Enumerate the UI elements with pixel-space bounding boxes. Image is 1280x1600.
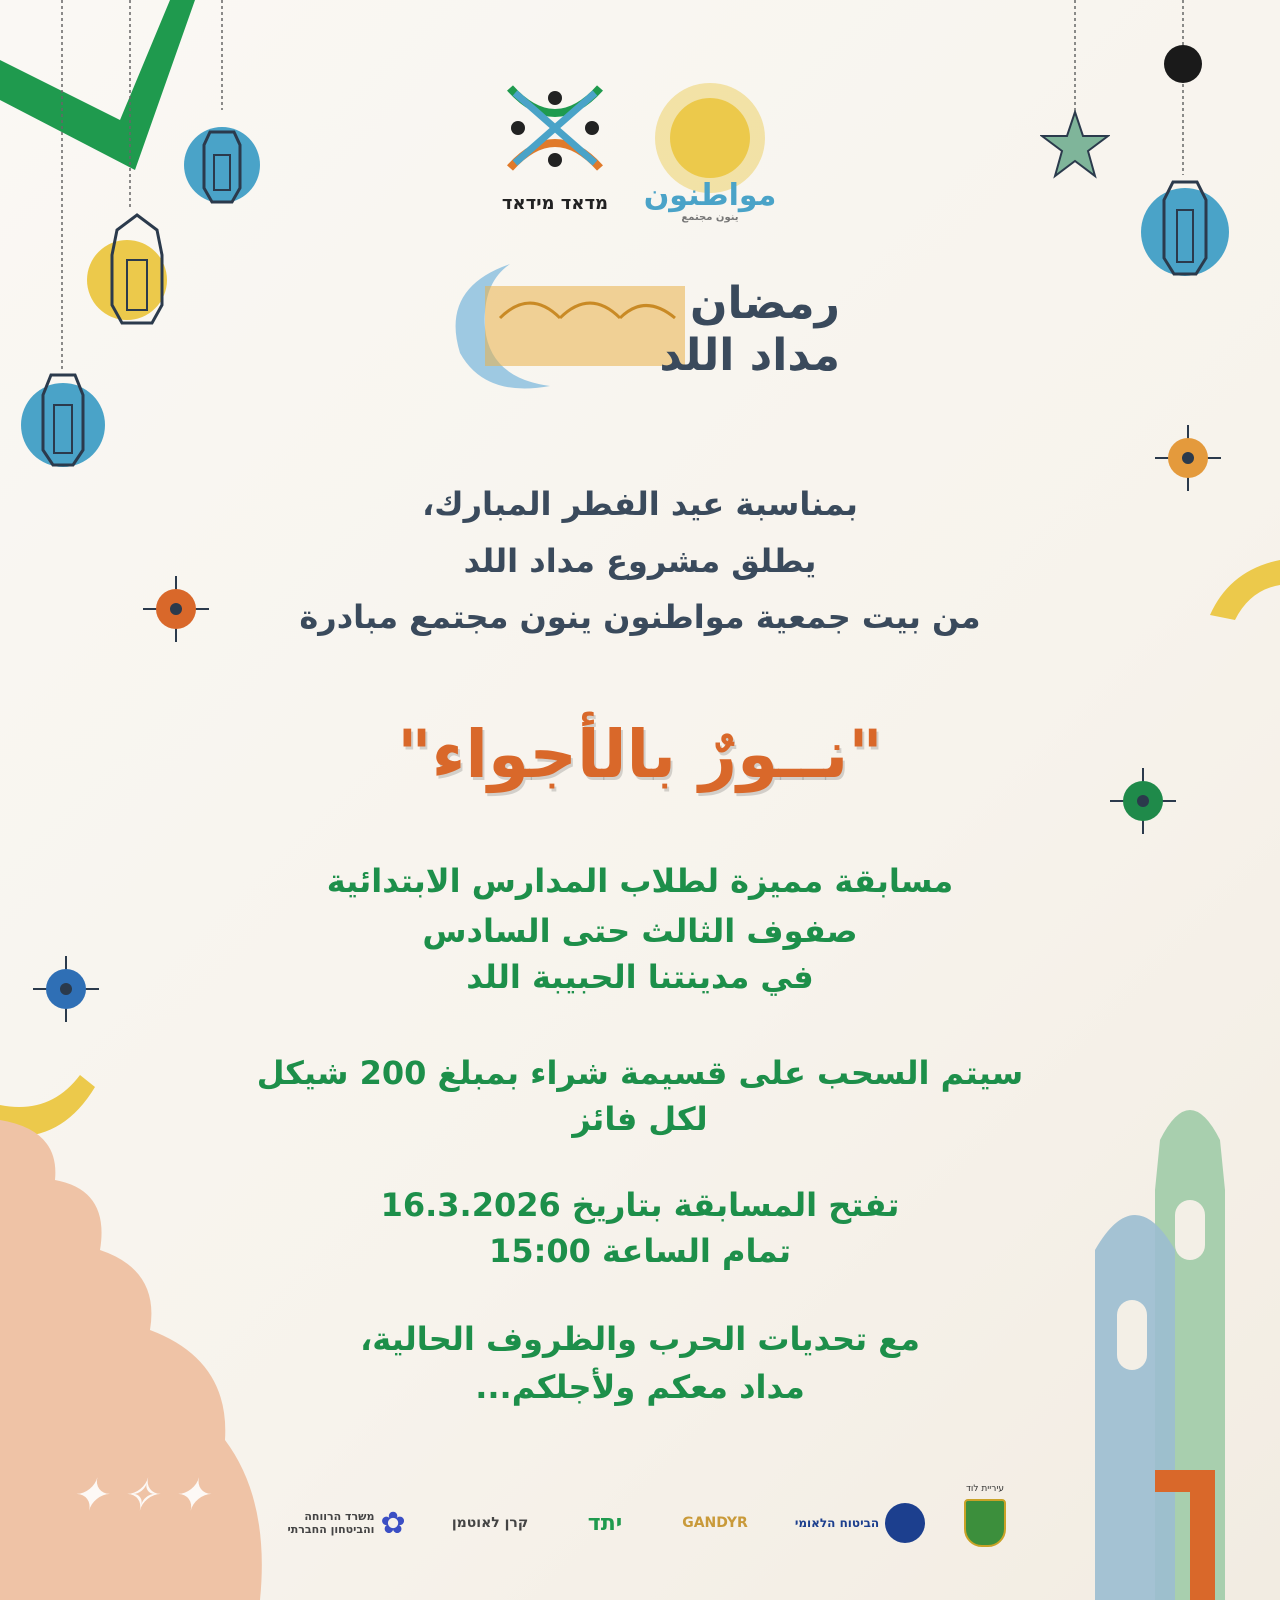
national-insurance-logo-icon <box>885 1503 925 1543</box>
mowatenon-logo-text: مواطنون <box>643 178 777 213</box>
lantern-icon <box>180 110 264 210</box>
event-title: "نــورٌ بالأجواء" <box>397 716 883 793</box>
mowatenon-logo-subtext: ينون مجتمع <box>681 212 739 223</box>
sponsor-gandyr: GANDYR <box>682 1515 748 1531</box>
sponsor-lautman-fund: קרן לאוטמן <box>451 1515 529 1531</box>
prize-line-2: لكل فائز <box>572 1100 708 1138</box>
header-madad-lod: مداد اللد <box>659 330 840 381</box>
intro-line-2: يطلق مشروع مداد اللد <box>463 542 817 580</box>
date-line-2: تمام الساعة 15:00 <box>489 1232 791 1270</box>
lod-municipality-label: עיריית לוד <box>965 1484 1004 1494</box>
madad-logo-text: מדאד מידאד <box>501 193 609 214</box>
competition-line-2: صفوف الثالث حتى السادس <box>422 912 858 950</box>
sponsor-lod-municipality <box>955 1495 1015 1551</box>
hanging-strings <box>0 0 1280 500</box>
lantern-icon <box>82 205 192 335</box>
prize-line-1: سيتم السحب على قسيمة شراء بمبلغ 200 شيكل <box>256 1054 1024 1092</box>
ramadan-calligraphy: ✦ ✧ ✦ <box>70 1470 210 1521</box>
dark-dot-icon <box>1163 44 1203 84</box>
lantern-icon <box>1140 170 1230 285</box>
sun-decoration-icon <box>1155 425 1221 491</box>
lantern-icon <box>18 365 108 475</box>
closing-line-2: مداد معكم ولأجلكم... <box>475 1368 805 1406</box>
competition-line-3: في مدينتنا الحبيبة اللد <box>466 958 814 996</box>
sponsor-welfare-ministry: ✿ משרד הרווחה והביטחון החברתי <box>287 1505 406 1541</box>
closing-line-1: مع تحديات الحرب والظروف الحالية، <box>360 1320 920 1358</box>
sponsor-yated: יתד <box>587 1510 623 1536</box>
intro-line-1: بمناسبة عيد الفطر المبارك، <box>422 485 858 523</box>
competition-line-1: مسابقة مميزة لطلاب المدارس الابتدائية <box>326 862 954 900</box>
date-line-1: تفتح المسابقة بتاريخ 16.3.2026 <box>380 1186 900 1224</box>
madad-logo-icon <box>500 78 610 178</box>
intro-line-3: من بيت جمعية مواطنون ينون مجتمع مبادرة <box>299 598 981 636</box>
sponsor-national-insurance: הביטוח הלאומי <box>790 1495 930 1551</box>
welfare-ministry-logo-icon: ✿ <box>380 1505 406 1541</box>
lod-crest-icon <box>964 1499 1006 1547</box>
header-ramadan: رمضان <box>689 278 840 329</box>
star-icon <box>1040 110 1110 180</box>
